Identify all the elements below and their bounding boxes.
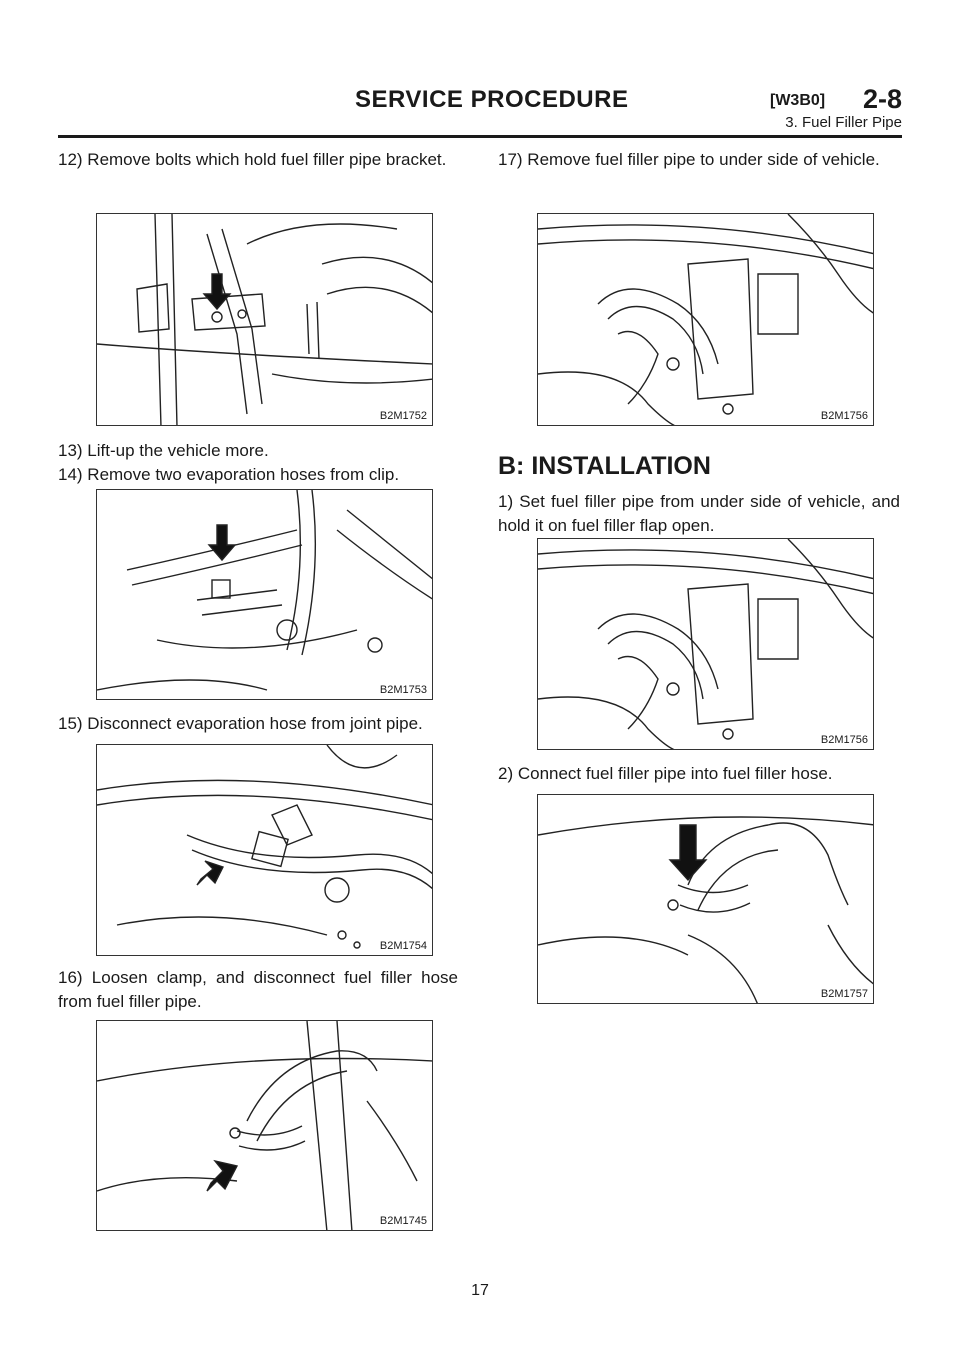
figure-caption: B2M1754 xyxy=(379,940,427,952)
header-rule xyxy=(58,135,902,138)
installation-heading: B: INSTALLATION xyxy=(498,452,711,480)
figure-caption: B2M1752 xyxy=(379,410,427,422)
step-17-text: 17) Remove fuel filler pipe to under side of vehicle. xyxy=(498,150,880,169)
step-16-text: 16) Loosen clamp, and disconnect fuel filler hose from fuel filler pipe. xyxy=(58,968,458,1011)
figure-set-filler-pipe xyxy=(537,538,874,750)
figure-caption: B2M1757 xyxy=(820,988,868,1000)
step-14-text: 14) Remove two evaporation hoses from clip. xyxy=(58,465,400,484)
section-code: [W3B0] xyxy=(770,92,826,109)
figure-caption: B2M1756 xyxy=(820,734,868,746)
step-12-text: 12) Remove bolts which hold fuel filler pipe bracket. xyxy=(58,150,447,169)
figure-caption: B2M1753 xyxy=(379,684,427,696)
figure-caption: B2M1745 xyxy=(379,1215,427,1227)
section-subtitle: 3. Fuel Filler Pipe xyxy=(785,114,902,131)
figure-joint-pipe xyxy=(96,744,433,956)
section-number: 2-8 xyxy=(862,84,902,114)
figure-caption: B2M1756 xyxy=(820,410,868,422)
step-15-text: 15) Disconnect evaporation hose from joint pipe. xyxy=(58,714,423,733)
install-step-2-text: 2) Connect fuel filler pipe into fuel filler hose. xyxy=(498,764,833,783)
figure-connect-filler-hose xyxy=(537,794,874,1004)
figure-bolts-bracket xyxy=(96,213,433,426)
section-title: SERVICE PROCEDURE xyxy=(355,86,629,113)
step-13-text: 13) Lift-up the vehicle more. xyxy=(58,441,269,460)
figure-evaporation-hoses-clip xyxy=(96,489,433,700)
figure-remove-filler-pipe xyxy=(537,213,874,426)
figure-fuel-filler-hose-clamp xyxy=(96,1020,433,1231)
page-number: 17 xyxy=(471,1282,489,1299)
install-step-1-text: 1) Set fuel filler pipe from under side of vehicle, and hold it on fuel filler flap open. xyxy=(498,492,900,535)
